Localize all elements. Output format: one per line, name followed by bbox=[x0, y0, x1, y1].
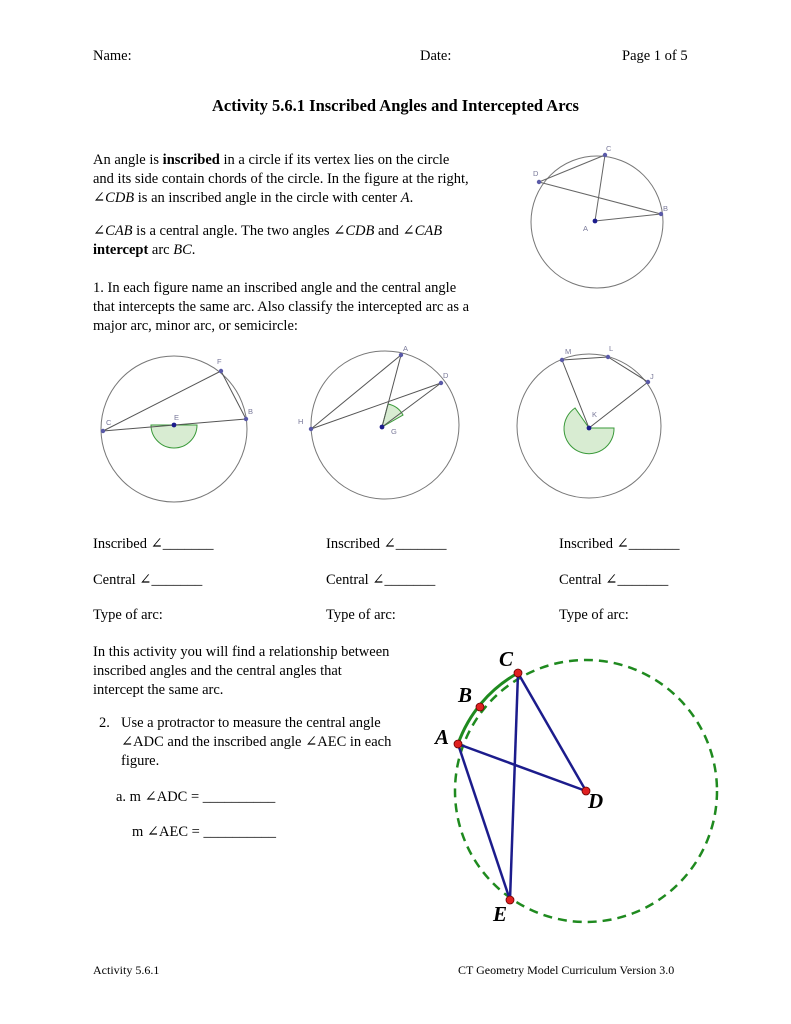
label-j: J bbox=[650, 372, 654, 381]
label-d: D bbox=[443, 371, 449, 380]
point-c-marker bbox=[603, 153, 607, 157]
point-a-marker bbox=[454, 740, 462, 748]
question-2: Use a protractor to measure the central angle ∠ADC and the inscribed angle ∠AEC in each figure. bbox=[121, 715, 392, 769]
figure-2 bbox=[295, 340, 470, 515]
activity-intro: In this activity you will find a relationship between inscribed angles and the central angles that intercept the same arc. bbox=[93, 644, 390, 698]
label-b: B bbox=[663, 204, 669, 213]
question-2-number: 2. bbox=[99, 715, 110, 731]
label-c: C bbox=[106, 418, 112, 427]
label-l: L bbox=[609, 344, 614, 353]
name-label: Name: bbox=[93, 48, 132, 64]
arc-type-1[interactable]: Type of arc: bbox=[93, 607, 163, 623]
page-number: Page 1 of 5 bbox=[622, 48, 688, 64]
figure-inscribed-central bbox=[425, 640, 755, 935]
label-e: E bbox=[493, 902, 508, 926]
label-a: A bbox=[583, 224, 589, 233]
date-label: Date: bbox=[420, 48, 452, 64]
label-c: C bbox=[606, 144, 612, 153]
arc-type-3[interactable]: Type of arc: bbox=[559, 607, 629, 623]
central-blank-3[interactable]: Central ∠_______ bbox=[559, 572, 669, 588]
label-h: H bbox=[298, 417, 304, 426]
label-g: G bbox=[391, 427, 397, 436]
point-c-marker bbox=[514, 669, 522, 677]
inscribed-blank-3[interactable]: Inscribed ∠_______ bbox=[559, 536, 680, 552]
label-b: B bbox=[458, 683, 473, 707]
point-e-marker bbox=[506, 896, 514, 904]
label-a: A bbox=[403, 344, 409, 353]
figure-intro-circle bbox=[520, 140, 695, 290]
figure-1 bbox=[95, 345, 265, 515]
central-blank-2[interactable]: Central ∠_______ bbox=[326, 572, 436, 588]
figure-3 bbox=[510, 340, 680, 515]
label-m: M bbox=[565, 347, 572, 356]
label-d: D bbox=[588, 789, 604, 813]
label-e: E bbox=[174, 413, 180, 422]
label-a: A bbox=[435, 725, 450, 749]
label-c: C bbox=[499, 647, 514, 671]
page-title: Activity 5.6.1 Inscribed Angles and Intercepted Arcs bbox=[212, 96, 579, 115]
point-d-marker bbox=[537, 180, 541, 184]
footer-left: Activity 5.6.1 bbox=[93, 963, 160, 977]
label-b: B bbox=[248, 407, 254, 416]
footer-right: CT Geometry Model Curriculum Version 3.0 bbox=[458, 963, 675, 977]
answer-adc[interactable]: a. m ∠ADC = __________ bbox=[116, 789, 276, 805]
label-k: K bbox=[592, 410, 598, 419]
question-1: 1. In each figure name an inscribed angle and the central angle that intercepts the same arc. Also classify the intercepted arc as a major arc, minor arc, or semicircle: bbox=[93, 280, 470, 334]
answer-aec[interactable]: m ∠AEC = __________ bbox=[132, 824, 276, 840]
intro-paragraph-2: ∠CAB is a central angle. The two angles ∠CDB and ∠CAB intercept arc BC. bbox=[93, 223, 443, 258]
central-blank-1[interactable]: Central ∠_______ bbox=[93, 572, 203, 588]
intro-paragraph-1: An angle is inscribed in a circle if its vertex lies on the circle and its side contain chords of the circle. In the figure at the right, ∠CDB is an inscribed angle in the circle with center A. bbox=[93, 152, 469, 206]
label-f: F bbox=[217, 357, 222, 366]
inscribed-blank-2[interactable]: Inscribed ∠_______ bbox=[326, 536, 447, 552]
point-a-marker bbox=[593, 219, 598, 224]
point-b-marker bbox=[476, 703, 484, 711]
arc-type-2[interactable]: Type of arc: bbox=[326, 607, 396, 623]
label-d: D bbox=[533, 169, 539, 178]
inscribed-blank-1[interactable]: Inscribed ∠_______ bbox=[93, 536, 214, 552]
